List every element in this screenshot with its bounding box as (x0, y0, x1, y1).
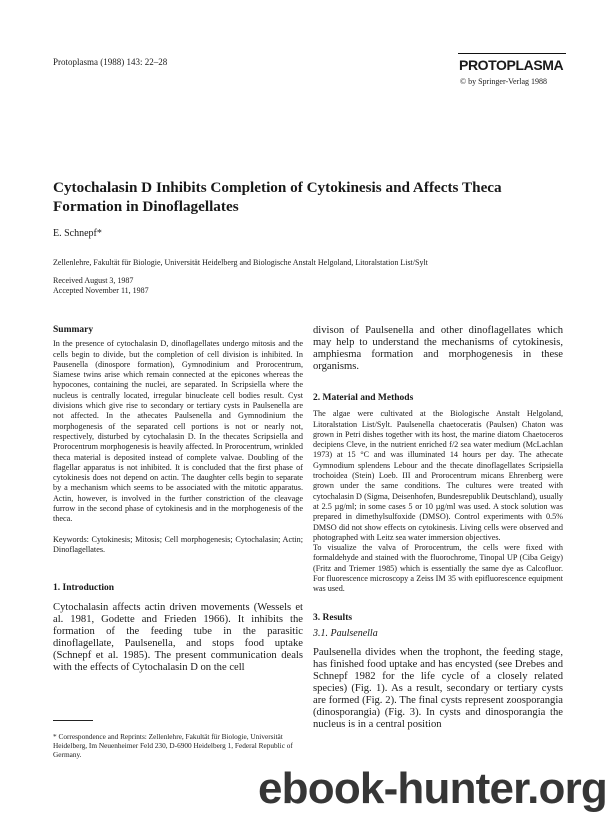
methods-paragraph-2: To visualize the valva of Prorocentrum, the cells were fixed with formaldehyde and stained with the fluorochrome, Tinopal UP (Ciba Geigy) (Fritz and Triemer 1985) which is essentially the same dye as Calcofluor. For fluorescence microscopy a Zeiss IM 35 with epifluorescence equipment was used. (313, 543, 563, 594)
introduction-text: Cytochalasin affects actin driven movements (Wessels et al. 1981, Godette and Frieden 1966). It inhibits the formation of the feeding tube in the parasitic dinoflagellate, Paulsenella, and stops food uptake (Schnepf et al. 1985). The present communication deals with the effects of Cytochalasin D on the cell (53, 601, 303, 673)
results-subheading: 3.1. Paulsenella (313, 627, 378, 639)
left-column (53, 325, 303, 674)
journal-brand: PROTOPLASMA (459, 57, 564, 73)
article-dates (53, 276, 149, 296)
right-column (313, 325, 563, 731)
summary-text: In the presence of cytochalasin D, dinoflagellates undergo mitosis and the cells begin to divide, but the completion of cell division is inhibited. In Pausenella (dinospore formation), Gymnodinium and Prorocentrum, Siamese twins arise which remain connected at the epicones whereas the hypocones, containing the nuclei, are separated. In Scripsiella where the nucleus is centrally located, irregular binucleate cell bodies result. Cyst divisions which give rise to secondary or tertiary cysts in Paulsenella are not affected. In the athecates Paulsenella and Gymnodinium the morphogenesis of the separated cell portions is not or nearly not, respectively, disturbed by cytochalasin D. In the thecates Scripsiella and Prorocentrum morphogenesis is heavily affected. In Prorocentrum, wrinkled theca material is deposited instead of complete valvae. Doubling of the flagellar apparatus is not inhibited. It is concluded that the first phase of cytokinesis does not depend on actin. The daughter cells begin to separate by a mechanism which seems to be associated with the mitotic apparatus. Actin, however, is involved in the further constriction of the cleavage furrow in the second phase of cytokinesis and in the morphogenesis of the theca. (53, 339, 303, 524)
article-title: Cytochalasin D Inhibits Completion of Cytokinesis and Affects Theca Formation in Dinoflagellates (53, 179, 502, 215)
keywords: Keywords: Cytokinesis; Mitosis; Cell morphogenesis; Cytochalasin; Actin; Dinoflagellates. (53, 534, 303, 554)
footnote-rule (53, 720, 93, 721)
methods-heading: 2. Material and Methods (313, 393, 414, 403)
footnote: * Correspondence and Reprints: Zellenlehre, Fakultät für Biologie, Universität Heidelberg, Im Neuenheimer Feld 230, D-6900 Heidelberg 1, Federal Republic of Germany. (53, 732, 293, 760)
results-text: Paulsenella divides when the trophont, the feeding stage, has finished food uptake and has encysted (see Drebes and Schnepf 1982 for the life cycle of a closely related species) (Fig. 1). As a result, secondary or tertiary cysts are formed (Fig. 2). The final cysts represent zoosporangia (dinosporangia) (Fig. 3). In cysts and dinosporangia the nucleus is in a central position (313, 647, 563, 731)
affiliation: Zellenlehre, Fakultät für Biologie, Universität Heidelberg and Biologische Anstalt Helgoland, Litoralstation List/Sylt (53, 258, 428, 267)
methods-paragraph-1: The algae were cultivated at the Biologische Anstalt Helgoland, Litoralstation List/Sylt. Paulsenella chaetoceratis (Paulsen) Chaton was grown in Petri dishes together with its host, the marine diatom Chaetoceros decipiens Cleve, in the nutrient enriched f/2 sea water medium (McLachlan 1973) at 15 °C and was illuminated 14 hours per day. The athecate Gymnodium splendens Lebour and the thecate dinoflagellates Scripsiella trochoidea (Stein) Loeb. III and Prorocentrum micans Ehrenberg were grown under the same conditions. The cultures were treated with cytochalasin D (Sigma, Deisenhofen, Bundesrepublik Deutschland), usually at 2.5 µg/ml; in some cases 5 or 10 µg/ml was used. A stock solution was prepared in dimethylsulfoxide (DMSO). Control experiments with 0.5% DMSO did not show effects on cytokinesis. Living cells were observed and photographed with Leitz sea water immersion objectives. (313, 409, 563, 542)
introduction-heading: 1. Introduction (53, 583, 115, 594)
journal-reference: Protoplasma (1988) 143: 22–28 (53, 57, 168, 67)
summary-heading: Summary (53, 325, 94, 335)
accepted-date: Accepted November 11, 1987 (53, 286, 149, 295)
watermark: ebook-hunter.org (258, 764, 607, 813)
copyright-notice: © by Springer-Verlag 1988 (460, 77, 548, 86)
results-heading: 3. Results (313, 612, 353, 623)
introduction-continued: divison of Paulsenella and other dinoflagellates which may help to understand the mechanisms of cytokinesis, amphiesma formation and morphogenesis in these organisms. (313, 325, 563, 372)
received-date: Received August 3, 1987 (53, 276, 134, 285)
brand-rule (458, 53, 566, 54)
author: E. Schnepf* (53, 228, 102, 239)
